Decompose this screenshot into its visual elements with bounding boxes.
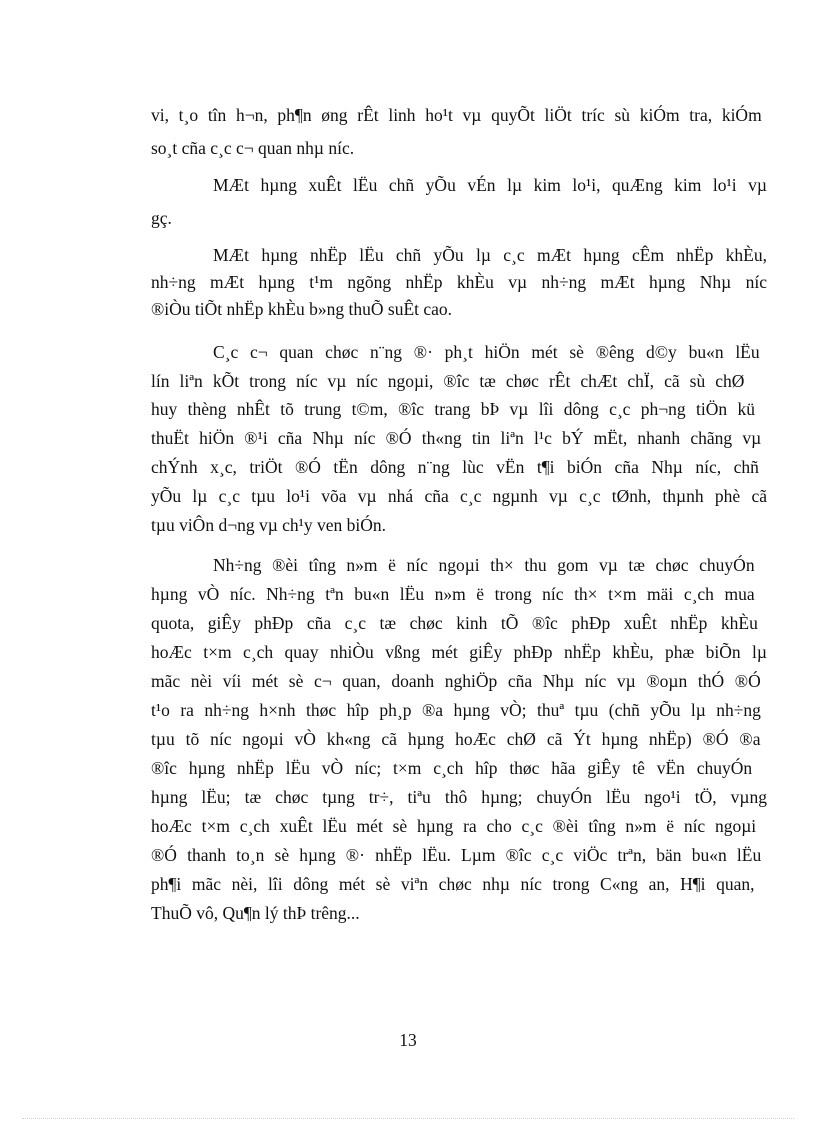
text-line: nh÷ng mÆt hµng t¹m ngõng nhËp khÈu vµ nh÷ng mÆt hµng Nhµ níc [151,272,767,292]
text-line: thuËt hiÖn ®¹i cña Nhµ níc ®Ó th«ng tin liªn l¹c bÝ mËt, nhanh chãng vµ [151,428,762,448]
text-line: ®iÒu tiÕt nhËp khÈu b»ng thuÕ suÊt cao. [151,299,453,319]
text-line: ph¶i mãc nèi, lîi dông mét sè viªn chøc nhµ níc trong C«ng an, H¶i quan, [151,874,755,894]
text-line: tµu tõ níc ngoµi vÒ kh«ng cã hµng hoÆc chØ cã Ýt hµng nhËp) ®Ó ®a [151,729,761,749]
text-line: yÕu lµ c¸c tµu lo¹i võa vµ nhá cña c¸c ngµnh vµ c¸c tØnh, thµnh phè cã [151,486,767,506]
text-line: hoÆc t×m c¸ch quay nhiÒu vßng mét giÊy phÐp nhËp khÈu, phæ biÕn lµ [151,642,767,662]
text-line: lín liªn kÕt trong níc vµ níc ngoµi, ®îc tæ chøc rÊt chÆt chÏ, cã sù chØ [151,371,745,391]
text-line: hµng vÒ níc. Nh÷ng tªn bu«n lËu n»m ë trong níc th× t×m mäi c¸ch mua [151,584,755,604]
text-line: t¹o ra nh÷ng h×nh thøc hîp ph¸p ®a hµng vÒ; thuª tµu (chñ yÕu lµ nh÷ng [151,700,761,720]
text-line: huy thèng nhÊt tõ trung t©m, ®îc trang bÞ vµ lîi dông c¸c ph¬ng tiÖn kü [151,399,756,419]
text-line: C¸c c¬ quan chøc n¨ng ®· ph¸t hiÖn mét sè ®êng d©y bu«n lËu [213,342,760,362]
text-line: ®îc hµng nhËp lËu vÒ níc; t×m c¸ch hîp thøc hãa giÊy tê vËn chuyÓn [151,758,753,778]
text-line: gç. [151,208,172,228]
text-line: so¸t cña c¸c c¬ quan nhµ níc. [151,138,355,158]
text-line: MÆt hµng xuÊt lËu chñ yÕu vÉn lµ kim lo¹i, quÆng kim lo¹i vµ [213,175,767,195]
text-line: hµng lËu; tæ chøc tµng tr÷, tiªu thô hµng; chuyÓn lËu ngo¹i tÖ, vµng [151,787,767,807]
text-line: tµu viÔn d¬ng vµ ch¹y ven biÓn. [151,515,387,535]
text-line: quota, giÊy phÐp cña c¸c tæ chøc kinh tÕ ®îc phÐp xuÊt nhËp khÈu [151,613,758,633]
text-line: mãc nèi víi mét sè c¬ quan, doanh nghiÖp cña Nhµ níc vµ ®oµn thÓ ®Ó [151,671,761,691]
text-line: vi, t¸o tîn h¬n, ph¶n øng rÊt linh ho¹t vµ quyÕt liÖt tríc sù kiÓm tra, kiÓm [151,105,762,125]
text-line: chÝnh x¸c, triÖt ®Ó tËn dông n¨ng lùc vËn t¶i biÓn cña Nhµ níc, chñ [151,457,759,477]
text-line: ®Ó thanh to¸n sè hµng ®· nhËp lËu. Lµm ®îc c¸c viÖc trªn, bän bu«n lËu [151,845,762,865]
text-line: ThuÕ vô, Qu¶n lý thÞ trêng... [151,903,360,923]
text-line: MÆt hµng nhËp lËu chñ yÕu lµ c¸c mÆt hµng cÊm nhËp khÈu, [213,245,767,265]
text-line: Nh÷ng ®èi tîng n»m ë níc ngoµi th× thu gom vµ tæ chøc chuyÓn [213,555,755,575]
text-line: hoÆc t×m c¸ch xuÊt lËu mét sè hµng ra cho c¸c ®èi tîng n»m ë níc ngoµi [151,816,757,836]
page-bottom-divider [22,1118,794,1119]
page-number: 13 [399,1030,417,1050]
